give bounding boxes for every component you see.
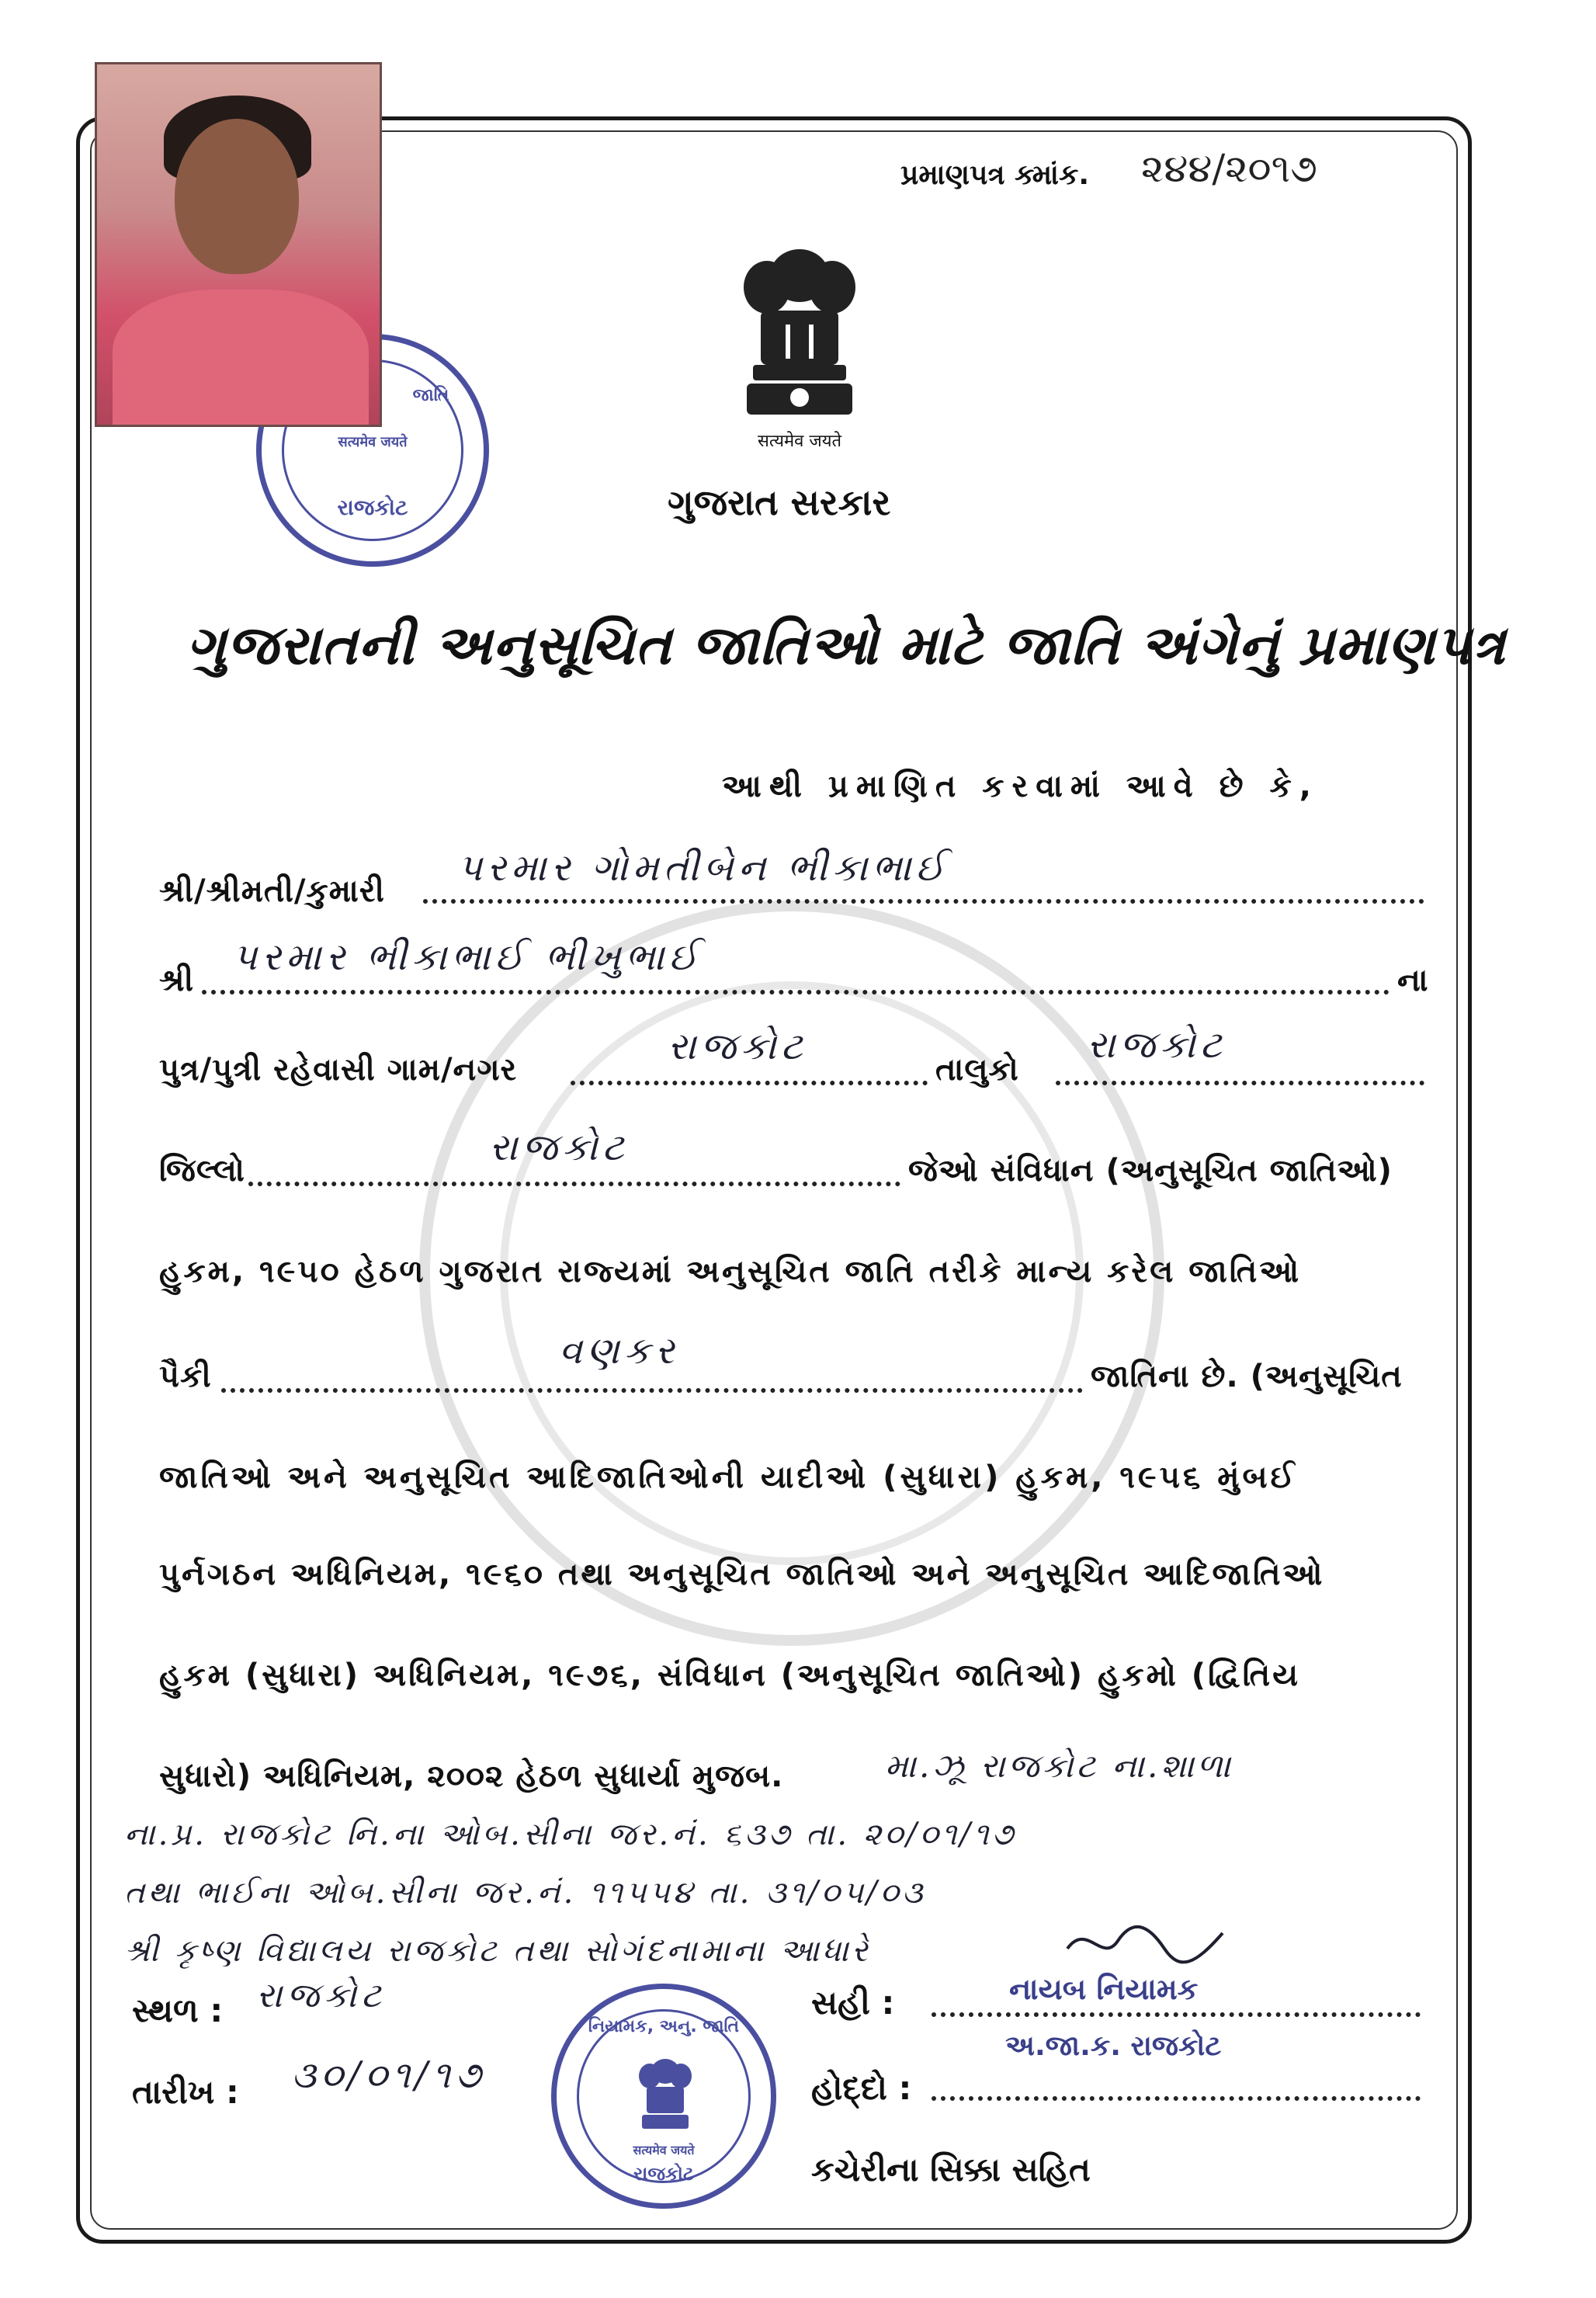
handwritten-remark-4: શ્રી કૃષ્ણ વિદ્યાલય રાજકોટ તથા સોગંદનામાના આધારે: [124, 1933, 871, 1969]
residence-label: પુત્ર/પુત્રી રહેવાસી ગામ/નગર: [159, 1052, 518, 1088]
caste-suffix: જાતિના છે. (અનુસૂચિત: [1091, 1359, 1403, 1394]
name-dots: [423, 899, 1424, 904]
place-value: રાજકોટ: [256, 1976, 386, 2015]
applicant-photo: [95, 62, 382, 427]
district-suffix: જેઓ સંવિધાન (અનુસૂચિત જાતિઓ): [908, 1153, 1393, 1189]
father-dots: [202, 990, 1390, 995]
residence-value: રાજકોટ: [668, 1025, 807, 1068]
photo-seal-stamp: રાજકોટ सत्यमेव जयते જાતિ: [256, 334, 489, 567]
government-name: ગુજરાત સરકાર: [668, 481, 891, 523]
taluka-value: રાજકોટ: [1087, 1023, 1226, 1067]
residence-dots: [571, 1081, 928, 1085]
signature-stamp-text: નાયબ નિયામક: [1009, 1972, 1199, 2006]
handwritten-remark-1: મા.ઝૂ રાજકોટ ના.શાળા: [885, 1747, 1234, 1785]
handwritten-remark-2: ના.પ્ર. રાજકોટ નિ.ના ઓબ.સીના જર.નં. ૬૩૭ તા. ૨૦/૦૧/૧૭: [124, 1817, 1017, 1852]
intro-line: આથી પ્રમાણિત કરવામાં આવે છે કે,: [722, 769, 1319, 804]
handwritten-remark-3: તથા ભાઈના ઓબ.સીના જર.નં. ૧૧૫૫૪ તા. ૩૧/૦૫/૦૩: [124, 1875, 926, 1911]
order-line: હુકમ, ૧૯૫૦ હેઠળ ગુજરાત રાજ્યમાં અનુસૂચિત જાતિ તરીકે માન્ય કરેલ જાતિઓ: [159, 1254, 1302, 1290]
para-line-2: પુર્નગઠન અધિનિયમ, ૧૯૬૦ તથા અનુસૂચિત જાતિઓ અને અનુસૂચિત આદિજાતિઓ: [159, 1557, 1325, 1592]
father-value: પરમાર ભીકાભાઈ ભીખુભાઈ: [233, 936, 703, 979]
date-value: ૩૦/૦૧/૧૭: [291, 2053, 486, 2097]
taluka-dots: [1056, 1081, 1424, 1085]
name-label: શ્રી/શ્રીમતી/કુમારી: [159, 873, 385, 909]
office-seal-stamp: નિયામક, અનુ. જાતિ सत्यमेव जयते રાજકોટ: [551, 1984, 776, 2209]
father-suffix: ના: [1397, 963, 1429, 998]
caste-value: વણકર: [559, 1329, 679, 1373]
date-label: તારીખ :: [132, 2073, 239, 2111]
taluka-label: તાલુકો: [935, 1052, 1019, 1088]
emblem-motto: सत्यमेव जयते: [757, 432, 842, 451]
post-dots: [932, 2096, 1421, 2101]
office-seal-caption: કચેરીના સિક્કા સહિત: [811, 2150, 1091, 2189]
certificate-title: ગુજરાતની અનુસૂચિત જાતિઓ માટે જાતિ અંગેનું પ્રમાણપત્ર: [186, 613, 1506, 677]
certificate-number-label: પ્રમાણપત્ર ક્માંક.: [900, 159, 1090, 191]
para-line-3: હુકમ (સુધારા) અધિનિયમ, ૧૯૭૬, સંવિધાન (અનુસૂચિત જાતિઓ) હુકમો (દ્વિતિય: [159, 1658, 1300, 1693]
father-label: શ્રી: [159, 963, 195, 998]
caste-label: પૈકી: [159, 1359, 212, 1394]
para-line-4: સુધારો) અધિનિયમ, ૨૦૦૨ હેઠળ સુધાર્યા મુજબ.: [159, 1758, 784, 1794]
place-label: સ્થળ :: [132, 1991, 224, 2029]
district-label: જિલ્લો: [159, 1153, 245, 1189]
para-line-1: જાતિઓ અને અનુસૂચિત આદિજાતિઓની યાદીઓ (સુધારા) હુકમ, ૧૯૫૬ મુંબઈ: [159, 1460, 1298, 1495]
national-emblem-icon: [730, 233, 869, 435]
certificate-number-value: ૨૪૪/૨૦૧૭: [1141, 146, 1317, 191]
district-value: રાજકોટ: [489, 1126, 629, 1169]
signature-label: સહી :: [811, 1984, 895, 2022]
caste-dots: [221, 1388, 1083, 1393]
designation-stamp-text: અ.જા.ક. રાજકોટ: [1005, 2030, 1222, 2062]
signature-scribble-icon: [1063, 1918, 1226, 1972]
seal-emblem-icon: [634, 2051, 696, 2137]
post-label: હોદ્દો :: [811, 2069, 912, 2107]
name-value: પરમાર ગોમતીબેન ભીકાભાઈ: [458, 846, 949, 890]
district-dots: [248, 1182, 900, 1186]
signature-dots: [932, 2012, 1421, 2017]
